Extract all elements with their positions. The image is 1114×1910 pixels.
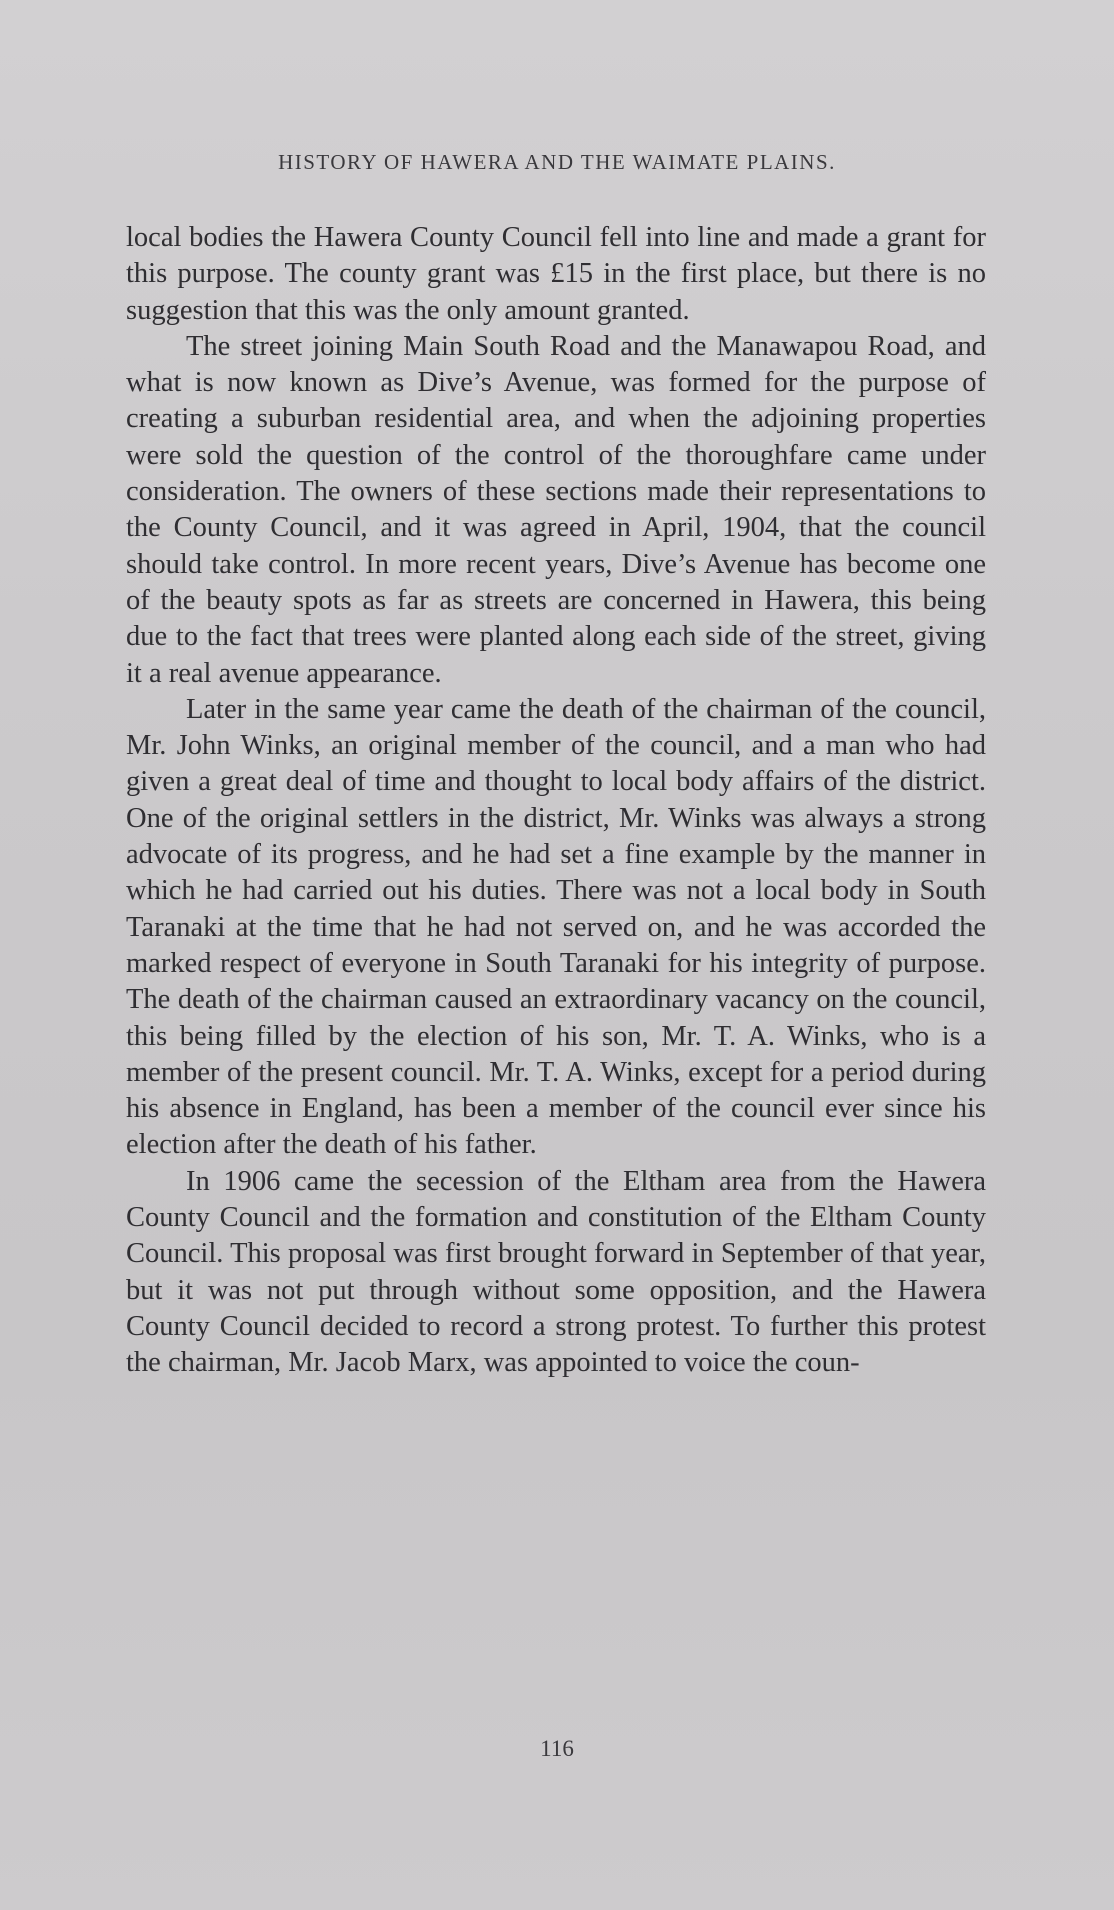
paragraph-continued: local bodies the Hawera County Council fell into line and made a grant for this purpose. The county grant was £15 in the first place, but there is no suggestion that this was the only amount granted. xyxy=(126,222,986,326)
page-number: 116 xyxy=(540,1736,574,1761)
paragraph-john-winks: Later in the same year came the death of the chairman of the council, Mr. John Winks, an original member of the council, and a man who had given a great deal of time and thought to local body affairs of the district. One of the original settlers in the district, Mr. Winks was always a strong advocate of its progress, and he had set a fine example by the manner in which he had carried out his duties. There was not a local body in South Taranaki at the time that he had not served on, and he was accorded the marked respect of everyone in South Taranaki for his integrity of purpose. The death of the chairman caused an extraordinary vacancy on the council, this being filled by the election of his son, Mr. T. A. Winks, who is a member of the present council. Mr. T. A. Winks, except for a period during his absence in England, has been a member of the council ever since his election after the death of his father. xyxy=(126,693,986,1161)
paragraph-dives-avenue: The street joining Main South Road and the Manawapou Road, and what is now known as Dive’s Avenue, was formed for the purpose of creating a suburban residential area, and when the adjoining properties were sold the question of the control of the thoroughfare came under consideration. The owners of these sections made their representations to the County Council, and it was agreed in April, 1904, that the council should take control. In more recent years, Dive’s Avenue has become one of the beauty spots as far as streets are concerned in Hawera, this being due to the fact that trees were planted along each side of the street, giving it a real avenue appearance. xyxy=(126,330,986,689)
body-text xyxy=(126,220,986,1382)
paragraph-eltham-secession: In 1906 came the secession of the Eltham area from the Hawera County Council and the formation and constitution of the Eltham County Council. This proposal was first brought forward in September of that year, but it was not put through without some opposition, and the Hawera County Council decided to record a strong protest. To further this protest the chairman, Mr. Jacob Marx, was appointed to voice the coun- xyxy=(126,1165,986,1379)
running-head: HISTORY OF HAWERA AND THE WAIMATE PLAINS. xyxy=(278,150,836,174)
